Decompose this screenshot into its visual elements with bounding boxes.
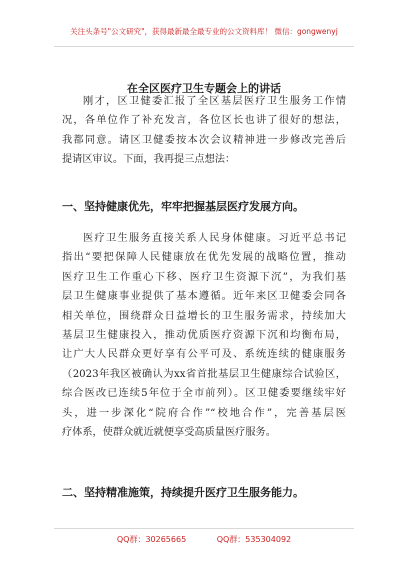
footer-divider [54,528,354,529]
paragraph-line: 基层卫生健康投入，推动优质医疗资源下沉和均衡布局， [62,330,346,342]
paragraph-line: 疗体系，使群众就近就便享受高质量医疗服务。 [62,427,276,439]
paragraph-line: 综合医改已连续5年位于全市前列）。区卫健委要继续牢好 [62,388,346,400]
paragraph-line: 我都同意。请区卫健委按本次会议精神进一步修改完善后 [62,134,346,146]
paragraph-line: 医疗卫生服务直接关系人民身体健康。习近平总书记 [83,233,346,244]
header-banner: 关注头条号"公文研究"，获得最新最全最专业的公文资料库！ 微信：gongwenyj [70,27,338,36]
header-divider [54,46,354,47]
paragraph-line: 相关单位，围绕群众日益增长的卫生服务需求，持续加大 [62,310,346,322]
paragraph-line: 况，各单位作了补充发言，各位区长也讲了很好的想法， [62,115,346,127]
section-heading-1: 一、坚持健康优先，牢牢把握基层医疗发展方向。 [62,200,304,213]
paragraph-line: 提请区审议。下面，我再提三点想法： [62,154,236,166]
paragraph-line: 层卫生健康事业提供了基本遵循。近年来区卫健委会同各 [62,291,346,303]
paragraph-line: 刚才，区卫健委汇报了全区基层医疗卫生服务工作情 [83,96,346,107]
paragraph-intro [62,92,346,170]
paragraph-section-1 [62,229,346,442]
paragraph-line: 医疗卫生工作重心下移、医疗卫生资源下沉”，为我们基 [62,271,346,283]
footer-qq-group-2: QQ群：535304092 [216,535,292,544]
paragraph-line: 让广大人民群众更好享有公平可及、系统连续的健康服务 [62,349,346,361]
footer [0,534,408,545]
document-title: 在全区医疗卫生专题会上的讲话 [127,82,281,95]
section-heading-2: 二、坚持精准施策，持续提升医疗卫生服务能力。 [62,486,304,499]
paragraph-line: 指出“要把保障人民健康放在优先发展的战略位置，推动 [62,252,346,264]
paragraph-line: 头，进一步深化“院府合作”“校地合作”，完善基层医 [62,407,346,419]
paragraph-line: （2023年我区被确认为xx省首批基层卫生健康综合试验区， [62,368,346,380]
footer-qq-group-1: QQ群：30265665 [116,535,187,544]
